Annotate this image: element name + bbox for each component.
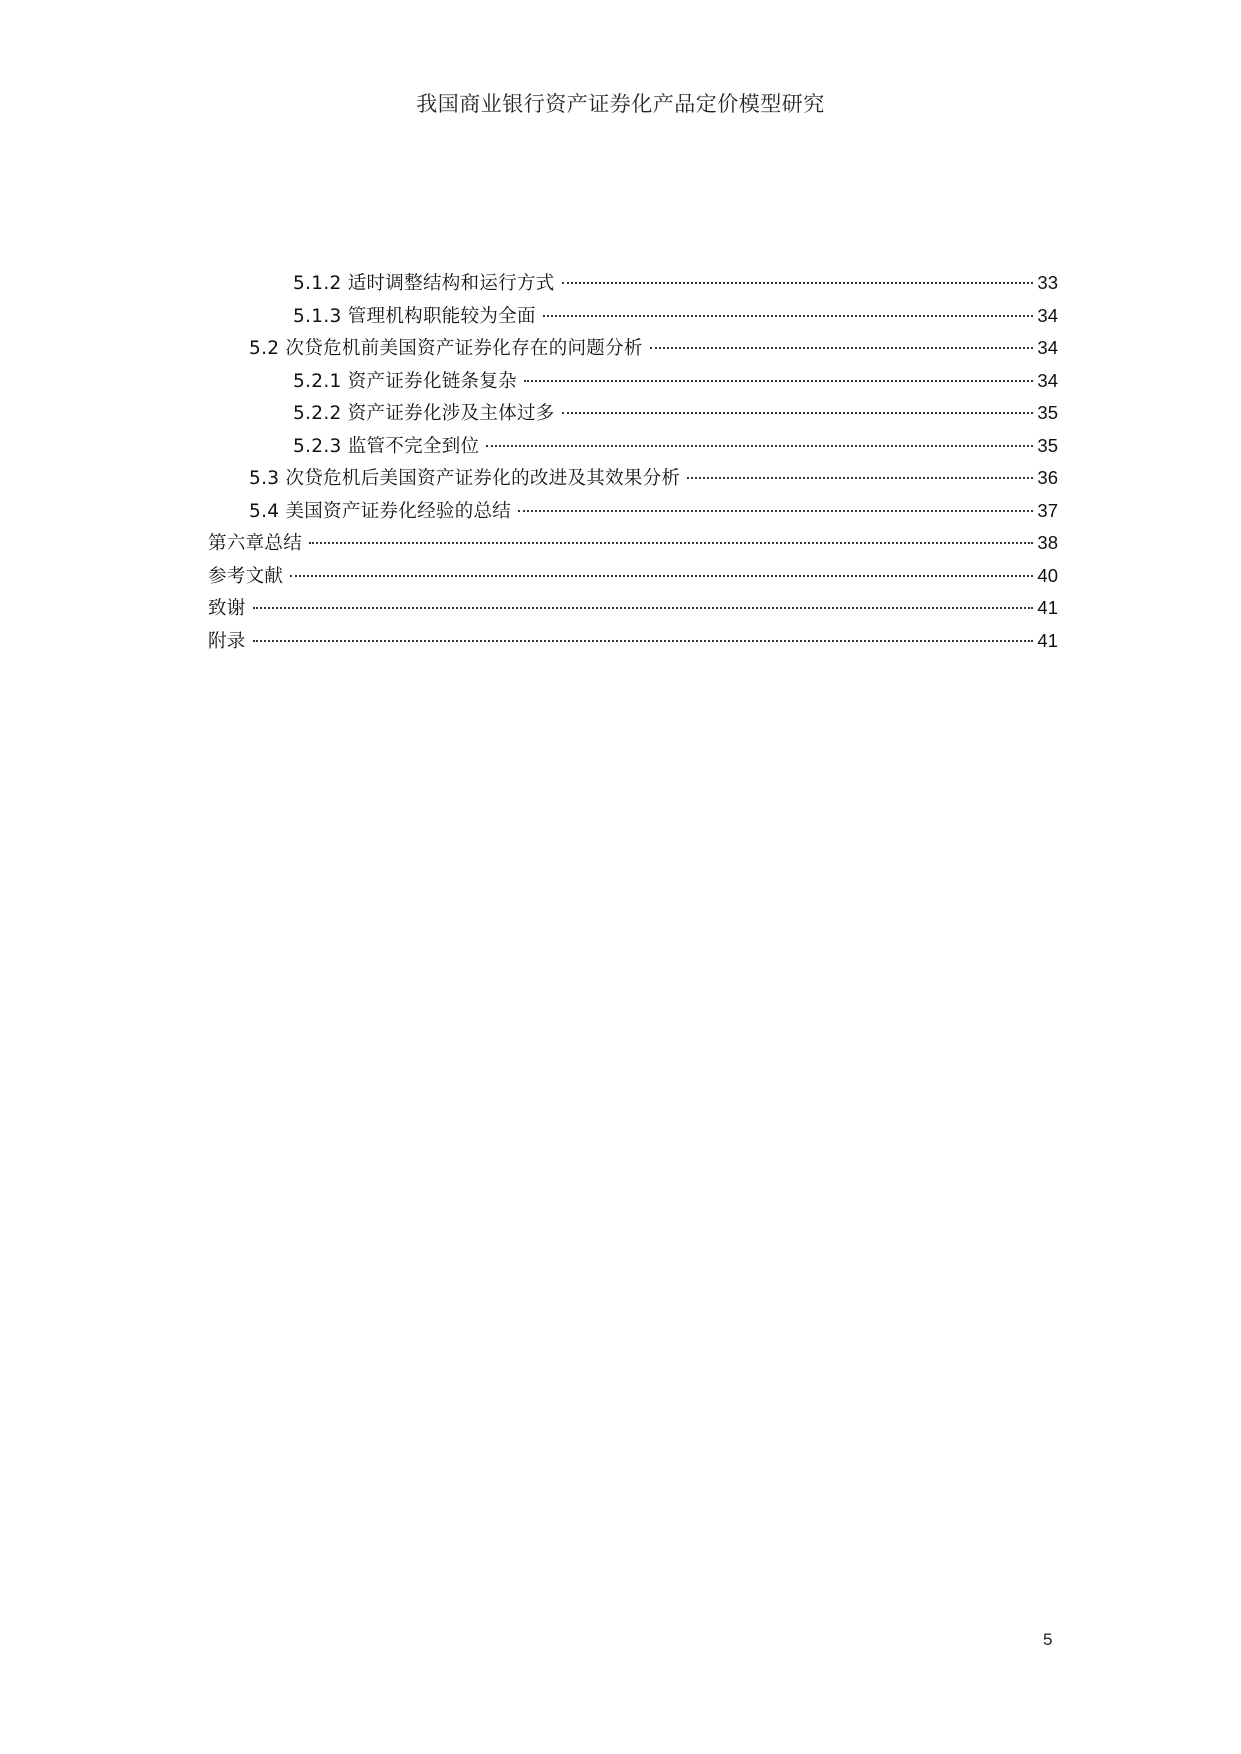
toc-dot-leader (518, 510, 1033, 512)
page-header-title: 我国商业银行资产证券化产品定价模型研究 (416, 92, 825, 116)
toc-entry[interactable] (208, 300, 1058, 333)
toc-entry-page: 34 (1037, 337, 1058, 358)
table-of-contents (208, 267, 1058, 657)
toc-entry-page: 41 (1037, 629, 1058, 651)
toc-dot-leader (309, 542, 1033, 544)
toc-entry[interactable] (208, 495, 1058, 528)
toc-entry-label: 5.2.3 监管不完全到位 (293, 435, 480, 457)
toc-entry-label: 第六章总结 (208, 533, 303, 554)
toc-entry[interactable] (208, 430, 1058, 463)
toc-entry-label: 致谢 (208, 598, 246, 619)
toc-entry[interactable] (208, 527, 1058, 560)
toc-dot-leader (253, 640, 1033, 642)
toc-entry-label: 5.1.3 管理机构职能较为全面 (293, 305, 536, 327)
toc-entry[interactable] (208, 625, 1058, 658)
toc-entry-page: 40 (1037, 564, 1058, 586)
toc-entry[interactable] (208, 365, 1058, 398)
toc-entry-label: 5.2.2 资产证券化涉及主体过多 (293, 403, 555, 424)
toc-entry-label: 5.2 次贷危机前美国资产证券化存在的问题分析 (249, 338, 643, 359)
toc-dot-leader (253, 607, 1033, 609)
toc-entry[interactable] (208, 332, 1058, 365)
toc-entry-page: 35 (1037, 434, 1058, 456)
toc-dot-leader (562, 412, 1033, 414)
toc-entry[interactable] (208, 560, 1058, 593)
toc-entry-label: 5.3 次贷危机后美国资产证券化的改进及其效果分析 (249, 468, 681, 489)
toc-entry-page: 33 (1037, 272, 1058, 293)
toc-entry-page: 36 (1037, 467, 1058, 488)
toc-entry-label: 5.4 美国资产证券化经验的总结 (249, 500, 512, 522)
toc-entry-page: 34 (1037, 369, 1058, 391)
toc-dot-leader (486, 445, 1033, 447)
toc-dot-leader (290, 575, 1033, 577)
toc-dot-leader (687, 477, 1033, 479)
toc-entry-page: 37 (1037, 499, 1058, 521)
toc-entry-page: 38 (1037, 532, 1058, 553)
toc-entry-label: 5.1.2 适时调整结构和运行方式 (293, 273, 555, 294)
toc-dot-leader (650, 347, 1033, 349)
toc-entry-label: 5.2.1 资产证券化链条复杂 (293, 370, 517, 392)
toc-entry-page: 41 (1037, 597, 1058, 618)
page-number: 5 (1043, 1630, 1053, 1649)
toc-dot-leader (562, 282, 1033, 284)
toc-dot-leader (524, 380, 1033, 382)
toc-entry[interactable] (208, 462, 1058, 495)
toc-entry-label: 参考文献 (208, 565, 284, 587)
toc-entry-page: 34 (1037, 304, 1058, 326)
toc-entry[interactable] (208, 592, 1058, 625)
toc-entry-page: 35 (1037, 402, 1058, 423)
toc-entry[interactable] (208, 397, 1058, 430)
toc-entry-label: 附录 (208, 630, 246, 652)
toc-entry[interactable] (208, 267, 1058, 300)
toc-dot-leader (543, 315, 1033, 317)
